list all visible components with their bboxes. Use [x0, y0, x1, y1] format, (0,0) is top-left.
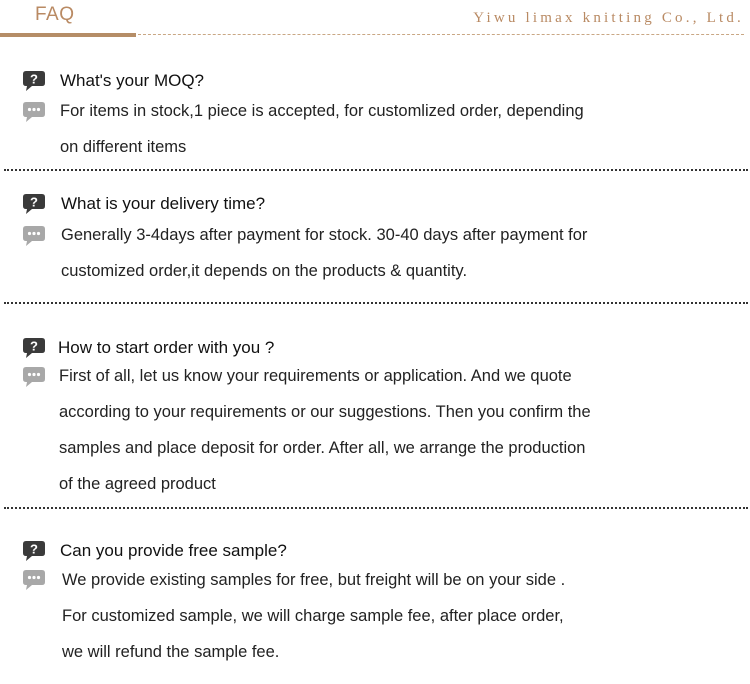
faq-divider [4, 507, 748, 509]
faq-question: Can you provide free sample? [60, 541, 287, 560]
question-bubble-icon [22, 540, 46, 562]
question-bubble-icon [22, 337, 46, 359]
speech-bubble-icon [22, 101, 46, 123]
answer-line: For items in stock,1 piece is accepted, for customlized order, depending [60, 102, 584, 120]
speech-bubble-icon [22, 569, 46, 591]
faq-divider [4, 302, 748, 304]
question-bubble-icon [22, 193, 46, 215]
faq-answer [59, 358, 591, 502]
faq-answer [61, 217, 587, 289]
svg-text:?: ? [30, 338, 38, 354]
answer-line: Generally 3-4days after payment for stock. 30-40 days after payment for [61, 226, 588, 244]
faq-question-row [22, 192, 265, 216]
faq-question: What is your delivery time? [61, 194, 266, 213]
answer-line: we will refund the sample fee. [62, 643, 280, 661]
faq-question: What's your MOQ? [60, 71, 205, 90]
company-name: Yiwu limax knitting Co., Ltd. [473, 10, 744, 26]
svg-text:?: ? [30, 541, 38, 557]
header-dashed-divider [138, 34, 744, 35]
answer-line: customized order,it depends on the products & quantity. [61, 262, 468, 280]
faq-divider [4, 169, 748, 171]
answer-line: We provide existing samples for free, but freight will be on your side . [62, 571, 566, 589]
answer-line: samples and place deposit for order. After all, we arrange the production [59, 439, 586, 457]
title-underline [0, 33, 136, 37]
faq-question-row [22, 539, 287, 563]
faq-question: How to start order with you ? [58, 338, 275, 357]
answer-line: on different items [60, 138, 187, 156]
answer-line: First of all, let us know your requirements or application. And we quote [59, 367, 572, 385]
question-bubble-icon [22, 70, 46, 92]
faq-question-row [22, 69, 204, 93]
svg-text:?: ? [30, 194, 38, 210]
answer-line: according to your requirements or our suggestions. Then you confirm the [59, 403, 591, 421]
speech-bubble-icon [22, 366, 46, 388]
answer-line: of the agreed product [59, 475, 216, 493]
faq-answer [60, 93, 584, 165]
faq-question-row [22, 336, 274, 360]
faq-answer [62, 562, 565, 670]
svg-text:?: ? [30, 71, 38, 87]
answer-line: For customized sample, we will charge sample fee, after place order, [62, 607, 564, 625]
faq-header [0, 0, 750, 40]
faq-title: FAQ [35, 4, 75, 25]
speech-bubble-icon [22, 225, 46, 247]
